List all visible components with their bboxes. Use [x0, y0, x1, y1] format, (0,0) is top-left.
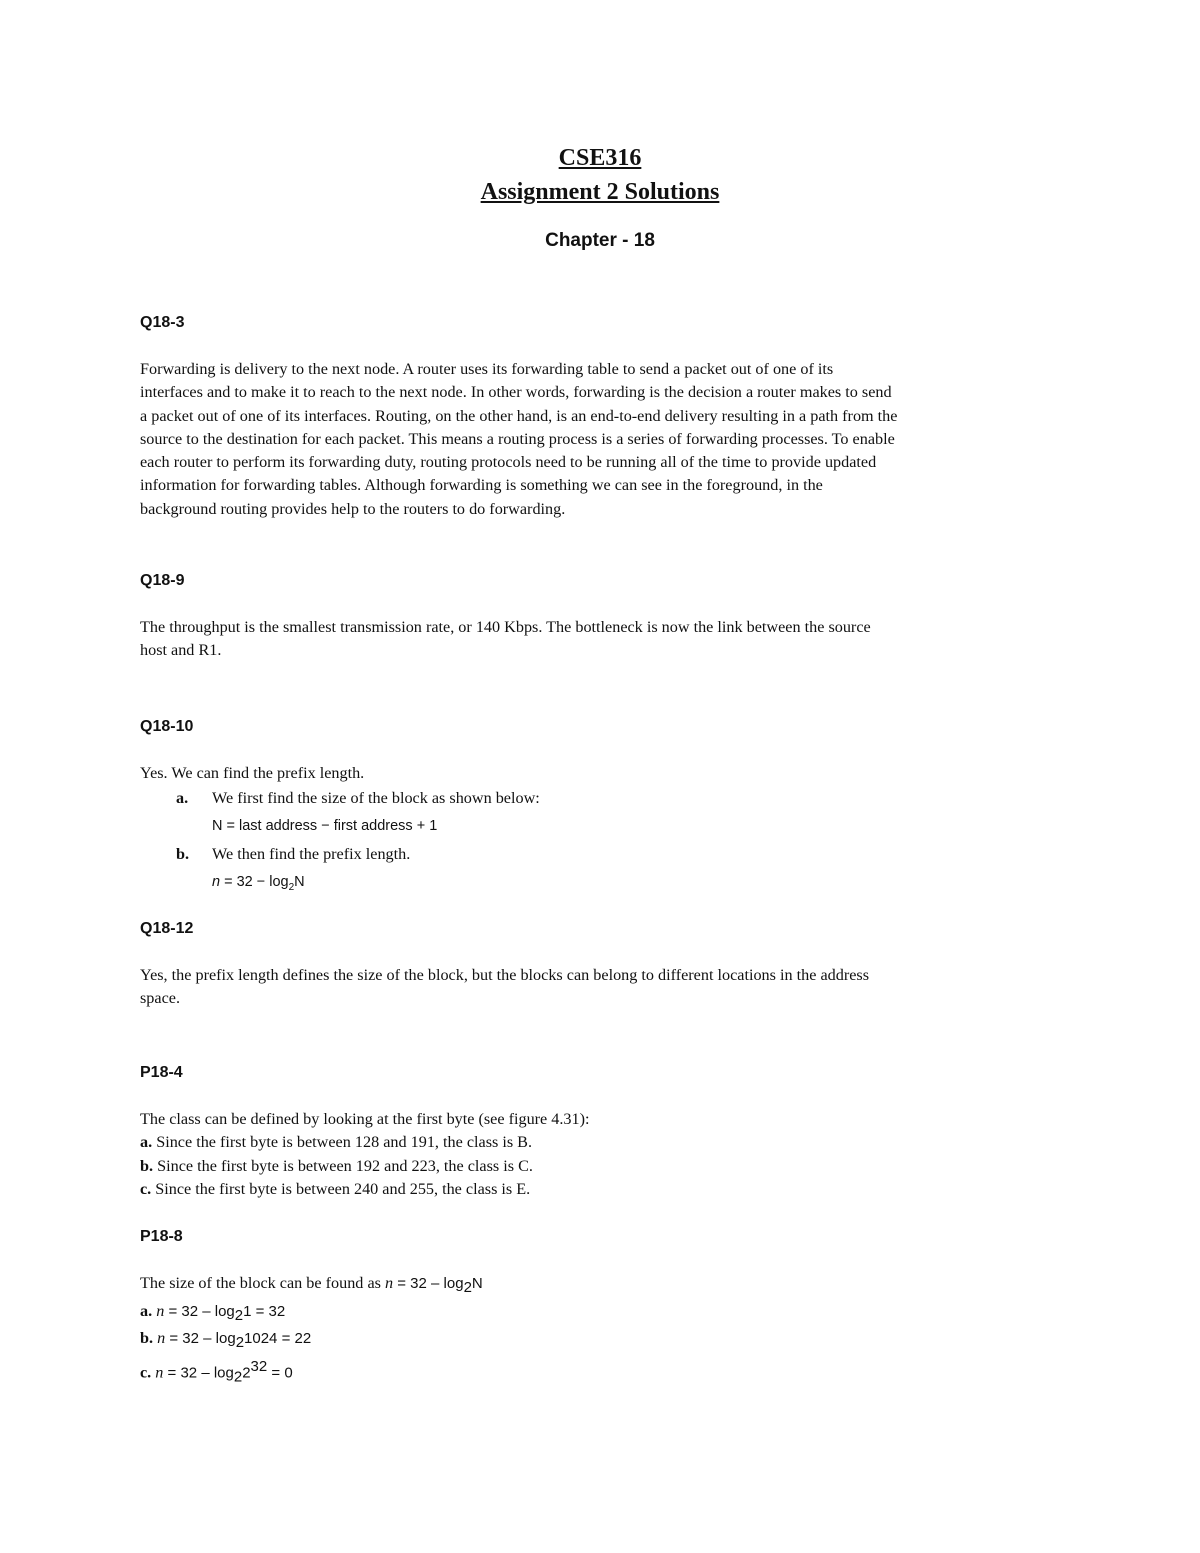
- document-title: Assignment 2 Solutions: [480, 179, 720, 205]
- paragraph-line: Yes, the prefix length defines the size of the block, but the blocks can belong to different locations in the address: [140, 966, 870, 984]
- paragraph-line: Forwarding is delivery to the next node. A router uses its forwarding table to send a packet out of one of its: [140, 360, 834, 378]
- formula-text: = 32 – log: [165, 1330, 236, 1348]
- paragraph-line: host and R1.: [140, 641, 222, 660]
- formula-variable: n: [156, 1301, 165, 1320]
- list-item: [140, 1155, 1070, 1178]
- section-q18-10: [140, 716, 1070, 902]
- paragraph-line: background routing provides help to the routers to do forwarding.: [140, 499, 566, 518]
- list-item-text: We then find the prefix length.: [212, 845, 411, 864]
- paragraph-line: information for forwarding tables. Although forwarding is something we can see in the foreground, in the: [140, 476, 823, 495]
- formula-argument: 2: [242, 1363, 251, 1381]
- formula-variable: n: [212, 874, 221, 891]
- formula-subscript: 2: [233, 1368, 243, 1386]
- paragraph-line: source to the destination for each packet. This means a routing process is a series of forwarding processes. To enable: [140, 429, 895, 448]
- paragraph-line: Yes. We can find the prefix length.: [140, 764, 365, 782]
- formula-argument: 1024: [244, 1330, 278, 1348]
- list-item: [140, 1131, 1070, 1154]
- formula-block-size: N = last address − first address + 1: [212, 818, 438, 835]
- list-marker: a.: [140, 1133, 153, 1152]
- formula-variable: n: [384, 1274, 394, 1292]
- problem-heading: P18-4: [140, 1064, 183, 1081]
- formula-text: = 32 – log: [164, 1302, 235, 1320]
- formula-text: = 32 – log: [163, 1363, 234, 1381]
- formula-variable: n: [155, 1362, 164, 1381]
- question-heading: Q18-10: [140, 718, 194, 735]
- formula-text: = 32 − log: [220, 874, 289, 891]
- formula-subscript: 2: [463, 1279, 472, 1297]
- formula-prefix-length: [140, 868, 1070, 902]
- section-q18-3: [140, 312, 1070, 521]
- question-heading: Q18-3: [140, 314, 185, 331]
- list-marker: b.: [140, 1329, 154, 1348]
- list-item: [140, 1300, 1070, 1328]
- list-item-text: Since the first byte is between 128 and 191, the class is B.: [152, 1133, 533, 1152]
- document-header: [0, 142, 1200, 254]
- formula-subscript: 2: [234, 1306, 244, 1324]
- formula-subscript: 2: [235, 1334, 245, 1352]
- section-q18-9: [140, 570, 1070, 663]
- formula-superscript: 32: [250, 1357, 268, 1375]
- formula-result: = 32: [251, 1302, 286, 1320]
- list-marker: a.: [140, 1301, 153, 1320]
- list-marker: c.: [140, 1362, 152, 1381]
- list-item-text: Since the first byte is between 192 and 223, the class is C.: [153, 1156, 533, 1175]
- section-p18-4: [140, 1062, 1070, 1201]
- section-p18-8: [140, 1226, 1070, 1389]
- section-q18-12: [140, 918, 1070, 1011]
- question-heading: Q18-12: [140, 920, 194, 937]
- paragraph-line: The class can be defined by looking at the first byte (see figure 4.31):: [140, 1110, 590, 1128]
- paragraph-line: space.: [140, 989, 180, 1008]
- list-item: [140, 840, 1070, 868]
- paragraph-line: each router to perform its forwarding duty, routing protocols need to be running all of the time to provide updated: [140, 453, 877, 472]
- formula-result: = 0: [267, 1363, 293, 1381]
- formula-subscript: 2: [288, 882, 295, 894]
- list-item-text: Since the first byte is between 240 and 255, the class is E.: [151, 1179, 531, 1198]
- formula-text: = 32 – log: [393, 1275, 464, 1292]
- formula-text: N: [471, 1275, 483, 1292]
- list-item: [140, 1355, 1070, 1389]
- formula-text: N: [294, 874, 305, 891]
- formula-argument: 1: [243, 1302, 252, 1320]
- course-code: CSE316: [558, 145, 642, 171]
- list-item: [140, 1327, 1070, 1355]
- list-marker: b.: [176, 845, 190, 864]
- list-item-text: We first find the size of the block as shown below:: [212, 789, 540, 808]
- question-heading: Q18-9: [140, 572, 185, 589]
- formula-result: = 22: [277, 1330, 312, 1348]
- list-marker: a.: [176, 789, 189, 808]
- paragraph-line: a packet out of one of its interfaces. Routing, on the other hand, is an end-to-end delivery resulting in a path from the: [140, 406, 898, 425]
- paragraph-line: interfaces and to make it to reach to the next node. In other words, forwarding is the decision a router makes to send: [140, 383, 892, 402]
- problem-heading: P18-8: [140, 1228, 183, 1245]
- list-marker: c.: [140, 1179, 152, 1198]
- list-marker: b.: [140, 1156, 154, 1175]
- paragraph-line: [140, 1272, 1070, 1300]
- list-item: [140, 784, 1070, 812]
- chapter-heading: Chapter - 18: [545, 230, 655, 251]
- list-item: [140, 1178, 1070, 1201]
- paragraph-line: The throughput is the smallest transmission rate, or 140 Kbps. The bottleneck is now the link between the source: [140, 618, 871, 636]
- formula-variable: n: [157, 1329, 166, 1348]
- paragraph-text: The size of the block can be found as: [140, 1274, 385, 1292]
